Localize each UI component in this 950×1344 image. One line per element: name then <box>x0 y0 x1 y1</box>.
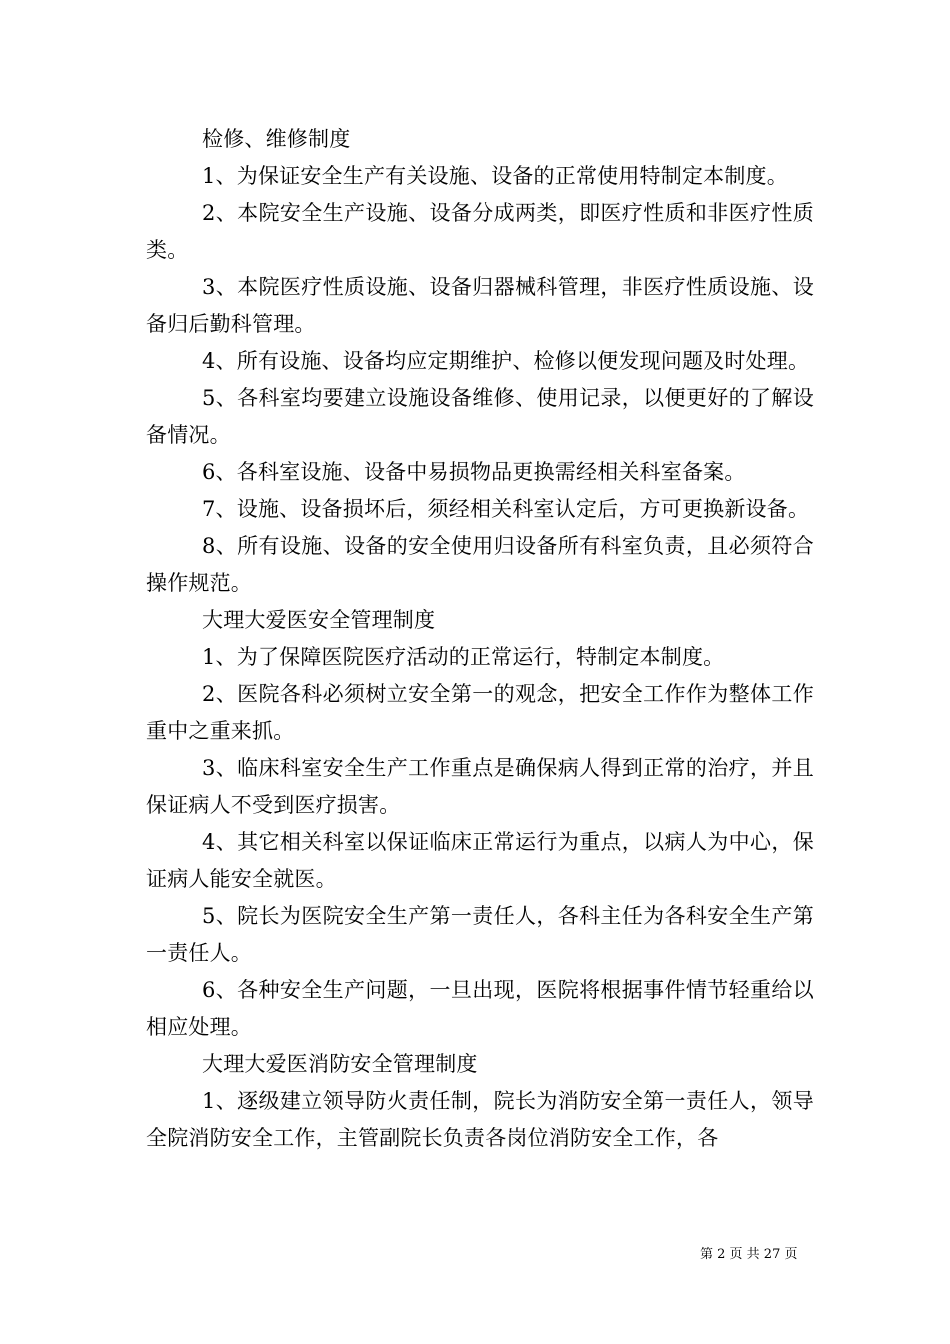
maintenance-item-4: 4、所有设施、设备均应定期维护、检修以便发现问题及时处理。 <box>202 349 810 373</box>
maintenance-item-5: 5、各科室均要建立设施设备维修、使用记录，以便更好的了解设备情况。 <box>146 386 814 447</box>
maintenance-item-3: 3、本院医疗性质设施、设备归器械科管理，非医疗性质设施、设备归后勤科管理。 <box>146 275 814 336</box>
safety-item-6: 6、各种安全生产问题，一旦出现，医院将根据事件情节轻重给以相应处理。 <box>146 978 814 1039</box>
safety-item-5: 5、院长为医院安全生产第一责任人，各科主任为各科安全生产第一责任人。 <box>146 904 814 965</box>
page-number-footer: 第 2 页 共 27 页 <box>700 1247 798 1262</box>
safety-item-4: 4、其它相关科室以保证临床正常运行为重点，以病人为中心，保证病人能安全就医。 <box>146 830 814 891</box>
maintenance-item-6: 6、各科室设施、设备中易损物品更换需经相关科室备案。 <box>202 460 746 484</box>
maintenance-item-8: 8、所有设施、设备的安全使用归设备所有科室负责，且必须符合操作规范。 <box>146 534 814 595</box>
maintenance-item-2: 2、本院安全生产设施、设备分成两类，即医疗性质和非医疗性质类。 <box>146 201 814 262</box>
safety-item-3: 3、临床科室安全生产工作重点是确保病人得到正常的治疗，并且保证病人不受到医疗损害。 <box>146 756 814 817</box>
section-title-maintenance: 检修、维修制度 <box>202 127 351 151</box>
section-title-safety: 大理大爱医安全管理制度 <box>202 608 436 632</box>
maintenance-item-7: 7、设施、设备损坏后，须经相关科室认定后，方可更换新设备。 <box>202 497 810 521</box>
section-title-fire-safety: 大理大爱医消防安全管理制度 <box>202 1052 478 1076</box>
maintenance-item-1: 1、为保证安全生产有关设施、设备的正常使用特制定本制度。 <box>202 164 788 188</box>
safety-item-1: 1、为了保障医院医疗活动的正常运行，特制定本制度。 <box>202 645 725 669</box>
document-body <box>146 121 814 1157</box>
fire-safety-item-1: 1、逐级建立领导防火责任制，院长为消防安全第一责任人，领导全院消防安全工作，主管副院长负责各岗位消防安全工作，各 <box>146 1089 814 1150</box>
safety-item-2: 2、医院各科必须树立安全第一的观念，把安全工作作为整体工作重中之重来抓。 <box>146 682 814 743</box>
